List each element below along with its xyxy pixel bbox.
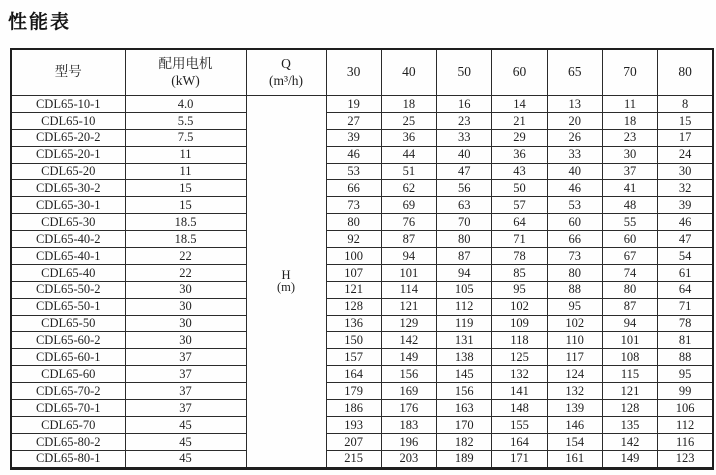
table-row: [11, 264, 713, 281]
q-header-line1: Q: [281, 55, 291, 71]
head-value-cell: 102: [492, 298, 547, 315]
head-value-cell: 40: [547, 163, 602, 180]
model-cell: CDL65-30: [11, 214, 125, 231]
table-header: [11, 49, 713, 96]
table-body: [11, 96, 713, 469]
head-value-cell: 145: [437, 366, 492, 383]
head-value-cell: 169: [381, 383, 436, 400]
head-value-cell: 117: [547, 349, 602, 366]
motor-power-cell: 37: [125, 400, 246, 417]
head-value-cell: 121: [602, 383, 657, 400]
head-value-cell: 44: [381, 146, 436, 163]
model-cell: CDL65-40: [11, 264, 125, 281]
head-value-cell: 107: [326, 264, 381, 281]
head-value-cell: 119: [437, 315, 492, 332]
table-row: [11, 349, 713, 366]
motor-power-cell: 18.5: [125, 214, 246, 231]
head-value-cell: 102: [547, 315, 602, 332]
flow-60-header: 60: [492, 49, 547, 96]
head-value-cell: 78: [658, 315, 713, 332]
head-label-line1: H: [281, 267, 291, 282]
head-value-cell: 171: [492, 450, 547, 468]
head-value-cell: 100: [326, 248, 381, 265]
head-value-cell: 170: [437, 416, 492, 433]
head-value-cell: 87: [381, 231, 436, 248]
head-value-cell: 179: [326, 383, 381, 400]
model-cell: CDL65-30-1: [11, 197, 125, 214]
head-value-cell: 135: [602, 416, 657, 433]
head-value-cell: 182: [437, 433, 492, 450]
head-value-cell: 14: [492, 96, 547, 113]
head-value-cell: 39: [658, 197, 713, 214]
motor-power-cell: 7.5: [125, 129, 246, 146]
head-value-cell: 146: [547, 416, 602, 433]
model-cell: CDL65-70: [11, 416, 125, 433]
head-value-cell: 60: [547, 214, 602, 231]
head-value-cell: 124: [547, 366, 602, 383]
motor-power-cell: 45: [125, 450, 246, 468]
head-value-cell: 149: [602, 450, 657, 468]
head-value-cell: 61: [658, 264, 713, 281]
model-cell: CDL65-20-1: [11, 146, 125, 163]
head-value-cell: 94: [602, 315, 657, 332]
head-value-cell: 87: [602, 298, 657, 315]
head-value-cell: 176: [381, 400, 436, 417]
head-value-cell: 69: [381, 197, 436, 214]
motor-power-cell: 11: [125, 163, 246, 180]
head-value-cell: 94: [437, 264, 492, 281]
head-value-cell: 78: [492, 248, 547, 265]
head-value-cell: 132: [547, 383, 602, 400]
head-value-cell: 136: [326, 315, 381, 332]
table-row: [11, 450, 713, 468]
head-value-cell: 30: [658, 163, 713, 180]
head-value-cell: 95: [547, 298, 602, 315]
head-value-cell: 46: [547, 180, 602, 197]
head-value-cell: 148: [492, 400, 547, 417]
head-value-cell: 64: [658, 281, 713, 298]
head-value-cell: 150: [326, 332, 381, 349]
head-value-cell: 101: [602, 332, 657, 349]
head-value-cell: 53: [547, 197, 602, 214]
motor-power-cell: 30: [125, 315, 246, 332]
motor-header-line2: (kW): [171, 72, 200, 88]
head-value-cell: 33: [547, 146, 602, 163]
model-cell: CDL65-50: [11, 315, 125, 332]
head-value-cell: 123: [658, 450, 713, 468]
head-value-cell: 18: [602, 112, 657, 129]
table-row: [11, 112, 713, 129]
head-value-cell: 56: [437, 180, 492, 197]
head-value-cell: 46: [658, 214, 713, 231]
head-value-cell: 23: [602, 129, 657, 146]
head-value-cell: 13: [547, 96, 602, 113]
head-value-cell: 164: [326, 366, 381, 383]
motor-power-cell: 30: [125, 298, 246, 315]
head-value-cell: 141: [492, 383, 547, 400]
motor-header-line1: 配用电机: [158, 55, 213, 71]
head-value-cell: 76: [381, 214, 436, 231]
table-row: [11, 315, 713, 332]
head-value-cell: 157: [326, 349, 381, 366]
head-value-cell: 207: [326, 433, 381, 450]
flow-50-header: 50: [437, 49, 492, 96]
head-value-cell: 154: [547, 433, 602, 450]
table-row: [11, 298, 713, 315]
head-value-cell: 23: [437, 112, 492, 129]
head-value-cell: 88: [547, 281, 602, 298]
head-value-cell: 115: [602, 366, 657, 383]
model-cell: CDL65-60-1: [11, 349, 125, 366]
model-cell: CDL65-30-2: [11, 180, 125, 197]
q-header-line2: (m³/h): [268, 72, 304, 88]
motor-power-cell: 22: [125, 264, 246, 281]
flow-80-header: 80: [658, 49, 713, 96]
head-value-cell: 110: [547, 332, 602, 349]
head-value-cell: 125: [492, 349, 547, 366]
head-value-cell: 142: [381, 332, 436, 349]
head-value-cell: 41: [602, 180, 657, 197]
motor-power-cell: 37: [125, 366, 246, 383]
motor-power-cell: 45: [125, 433, 246, 450]
head-value-cell: 30: [602, 146, 657, 163]
flow-70-header: 70: [602, 49, 657, 96]
head-value-cell: 132: [492, 366, 547, 383]
head-value-cell: 37: [602, 163, 657, 180]
head-value-cell: 39: [326, 129, 381, 146]
model-cell: CDL65-80-1: [11, 450, 125, 468]
head-value-cell: 46: [326, 146, 381, 163]
head-value-cell: 116: [658, 433, 713, 450]
head-value-cell: 57: [492, 197, 547, 214]
head-value-cell: 11: [602, 96, 657, 113]
head-value-cell: 163: [437, 400, 492, 417]
head-value-cell: 129: [381, 315, 436, 332]
head-value-cell: 25: [381, 112, 436, 129]
head-value-cell: 55: [602, 214, 657, 231]
table-row: [11, 231, 713, 248]
performance-table: [10, 48, 714, 470]
head-value-cell: 156: [437, 383, 492, 400]
motor-power-cell: 11: [125, 146, 246, 163]
head-value-cell: 112: [437, 298, 492, 315]
head-value-cell: 71: [658, 298, 713, 315]
head-value-cell: 99: [658, 383, 713, 400]
head-value-cell: 128: [602, 400, 657, 417]
model-cell: CDL65-70-1: [11, 400, 125, 417]
table-row: [11, 416, 713, 433]
motor-power-cell: 22: [125, 248, 246, 265]
flow-40-header: 40: [381, 49, 436, 96]
head-value-cell: 16: [437, 96, 492, 113]
motor-power-cell: 37: [125, 383, 246, 400]
head-value-cell: 142: [602, 433, 657, 450]
head-value-cell: 47: [437, 163, 492, 180]
head-value-cell: 53: [326, 163, 381, 180]
table-row: [11, 129, 713, 146]
model-cell: CDL65-10-1: [11, 96, 125, 113]
head-value-cell: 19: [326, 96, 381, 113]
motor-power-cell: 18.5: [125, 231, 246, 248]
model-cell: CDL65-50-1: [11, 298, 125, 315]
head-value-cell: 18: [381, 96, 436, 113]
table-row: [11, 366, 713, 383]
head-value-cell: 109: [492, 315, 547, 332]
table-row: [11, 96, 713, 113]
head-value-cell: 139: [547, 400, 602, 417]
model-cell: CDL65-40-2: [11, 231, 125, 248]
head-value-cell: 87: [437, 248, 492, 265]
head-value-cell: 161: [547, 450, 602, 468]
model-cell: CDL65-10: [11, 112, 125, 129]
head-value-cell: 67: [602, 248, 657, 265]
head-value-cell: 215: [326, 450, 381, 468]
model-cell: CDL65-60-2: [11, 332, 125, 349]
head-value-cell: 47: [658, 231, 713, 248]
head-value-cell: 40: [437, 146, 492, 163]
head-value-cell: 131: [437, 332, 492, 349]
head-value-cell: 80: [602, 281, 657, 298]
page-title: 性能表: [8, 12, 72, 33]
head-value-cell: 80: [437, 231, 492, 248]
head-value-cell: 15: [658, 112, 713, 129]
head-value-cell: 73: [547, 248, 602, 265]
table-row: [11, 332, 713, 349]
head-value-cell: 121: [381, 298, 436, 315]
head-value-cell: 193: [326, 416, 381, 433]
motor-power-cell: 15: [125, 180, 246, 197]
head-value-cell: 118: [492, 332, 547, 349]
flow-30-header: 30: [326, 49, 381, 96]
table-row: [11, 146, 713, 163]
head-value-cell: 20: [547, 112, 602, 129]
head-value-cell: 92: [326, 231, 381, 248]
head-value-cell: 32: [658, 180, 713, 197]
head-value-cell: 66: [326, 180, 381, 197]
head-value-cell: 80: [547, 264, 602, 281]
head-value-cell: 51: [381, 163, 436, 180]
head-value-cell: 149: [381, 349, 436, 366]
motor-power-cell: 30: [125, 281, 246, 298]
model-cell: CDL65-50-2: [11, 281, 125, 298]
model-cell: CDL65-70-2: [11, 383, 125, 400]
head-value-cell: 70: [437, 214, 492, 231]
flow-65-header: 65: [547, 49, 602, 96]
head-value-cell: 66: [547, 231, 602, 248]
table-row: [11, 383, 713, 400]
table-row: [11, 281, 713, 298]
table-row: [11, 433, 713, 450]
head-value-cell: 112: [658, 416, 713, 433]
table-row: [11, 248, 713, 265]
head-value-cell: 95: [658, 366, 713, 383]
head-value-cell: 33: [437, 129, 492, 146]
head-value-cell: 108: [602, 349, 657, 366]
head-value-cell: 63: [437, 197, 492, 214]
head-value-cell: 71: [492, 231, 547, 248]
motor-power-cell: 45: [125, 416, 246, 433]
head-value-cell: 17: [658, 129, 713, 146]
head-value-cell: 95: [492, 281, 547, 298]
head-value-cell: 183: [381, 416, 436, 433]
head-value-cell: 48: [602, 197, 657, 214]
head-value-cell: 121: [326, 281, 381, 298]
header-row: [11, 49, 713, 96]
model-cell: CDL65-60: [11, 366, 125, 383]
head-value-cell: 21: [492, 112, 547, 129]
head-value-cell: 64: [492, 214, 547, 231]
head-value-cell: 50: [492, 180, 547, 197]
head-value-cell: 26: [547, 129, 602, 146]
head-value-cell: 189: [437, 450, 492, 468]
motor-power-cell: 4.0: [125, 96, 246, 113]
head-value-cell: 27: [326, 112, 381, 129]
table-row: [11, 197, 713, 214]
head-value-cell: 203: [381, 450, 436, 468]
head-value-cell: 73: [326, 197, 381, 214]
head-value-cell: 101: [381, 264, 436, 281]
head-value-cell: 114: [381, 281, 436, 298]
head-value-cell: 54: [658, 248, 713, 265]
head-value-cell: 36: [492, 146, 547, 163]
head-value-cell: 60: [602, 231, 657, 248]
head-value-cell: 62: [381, 180, 436, 197]
head-value-cell: 164: [492, 433, 547, 450]
head-value-cell: 138: [437, 349, 492, 366]
table-row: [11, 400, 713, 417]
motor-power-cell: 37: [125, 349, 246, 366]
model-cell: CDL65-20: [11, 163, 125, 180]
head-value-cell: 24: [658, 146, 713, 163]
head-value-cell: 105: [437, 281, 492, 298]
head-value-cell: 128: [326, 298, 381, 315]
table-row: [11, 163, 713, 180]
head-value-cell: 88: [658, 349, 713, 366]
motor-power-cell: 30: [125, 332, 246, 349]
head-unit-merged-cell: [246, 96, 326, 469]
head-value-cell: 85: [492, 264, 547, 281]
table-row: [11, 214, 713, 231]
head-value-cell: 80: [326, 214, 381, 231]
head-label-line2: (m): [276, 280, 296, 295]
model-cell: CDL65-20-2: [11, 129, 125, 146]
table-row: [11, 180, 713, 197]
model-column-header: 型号: [11, 49, 125, 96]
flow-q-column-header: [246, 49, 326, 96]
model-cell: CDL65-80-2: [11, 433, 125, 450]
head-value-cell: 74: [602, 264, 657, 281]
head-value-cell: 186: [326, 400, 381, 417]
head-value-cell: 94: [381, 248, 436, 265]
head-value-cell: 29: [492, 129, 547, 146]
head-value-cell: 155: [492, 416, 547, 433]
motor-column-header: [125, 49, 246, 96]
motor-power-cell: 5.5: [125, 112, 246, 129]
head-value-cell: 106: [658, 400, 713, 417]
head-value-cell: 8: [658, 96, 713, 113]
model-cell: CDL65-40-1: [11, 248, 125, 265]
head-value-cell: 36: [381, 129, 436, 146]
head-value-cell: 196: [381, 433, 436, 450]
head-value-cell: 43: [492, 163, 547, 180]
head-value-cell: 81: [658, 332, 713, 349]
motor-power-cell: 15: [125, 197, 246, 214]
head-value-cell: 156: [381, 366, 436, 383]
